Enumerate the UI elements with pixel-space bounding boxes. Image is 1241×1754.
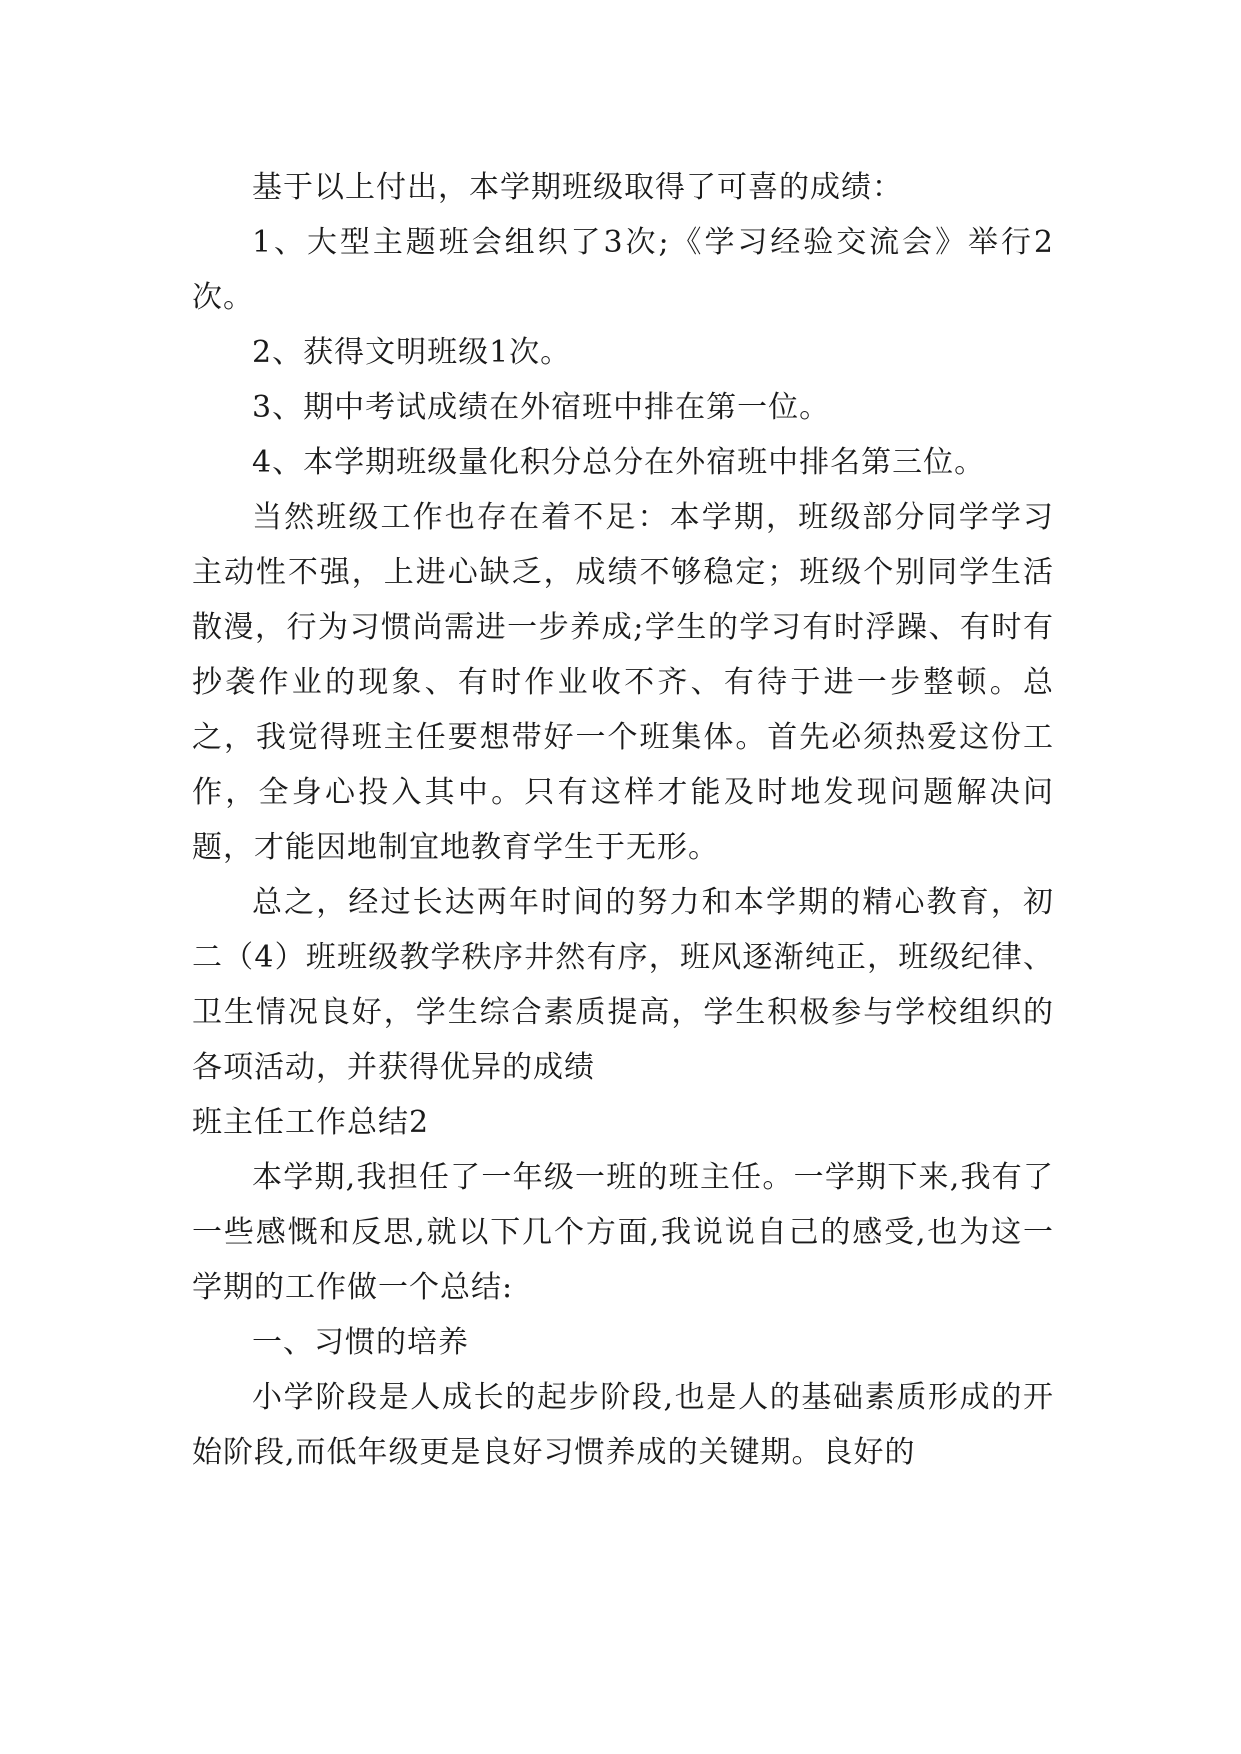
paragraph-semester-intro: 本学期,我担任了一年级一班的班主任。一学期下来,我有了一些感慨和反思,就以下几个方面,我说说自己的感受,也为这一学期的工作做一个总结: — [192, 1160, 1054, 1305]
paragraph-achievement-3: 3、期中考试成绩在外宿班中排在第一位。 — [252, 390, 831, 425]
paragraph-achievement-1: 1、大型主题班会组织了3次;《学习经验交流会》举行2次。 — [192, 225, 1054, 315]
paragraph-achievement-4: 4、本学期班级量化积分总分在外宿班中排名第三位。 — [252, 445, 986, 480]
paragraph-shortcomings: 当然班级工作也存在着不足：本学期，班级部分同学学习主动性不强，上进心缺乏，成绩不够稳定；班级个别同学生活散漫，行为习惯尚需进一步养成;学生的学习有时浮躁、有时有抄袭作业的现象、有时作业收不齐、有待于进一步整顿。总之，我觉得班主任要想带好一个班集体。首先必须热爱这份工作，全身心投入其中。只有这样才能及时地发现问题解决问题，才能因地制宜地教育学生于无形。 — [192, 500, 1054, 865]
paragraph-conclusion: 总之，经过长达两年时间的努力和本学期的精心教育，初二（4）班班级教学秩序井然有序，班风逐渐纯正，班级纪律、卫生情况良好，学生综合素质提高，学生积极参与学校组织的各项活动，并获得优异的成绩 — [192, 885, 1054, 1085]
section-heading: 班主任工作总结2 — [192, 1105, 430, 1140]
paragraph-achievements-intro: 基于以上付出，本学期班级取得了可喜的成绩： — [252, 170, 903, 205]
paragraph-habits: 小学阶段是人成长的起步阶段,也是人的基础素质形成的开始阶段,而低年级更是良好习惯养成的关键期。良好的 — [192, 1380, 1054, 1470]
paragraph-subheading-habits: 一、习惯的培养 — [252, 1325, 469, 1360]
paragraph-achievement-2: 2、获得文明班级1次。 — [252, 335, 572, 370]
document-body — [192, 160, 1054, 1480]
